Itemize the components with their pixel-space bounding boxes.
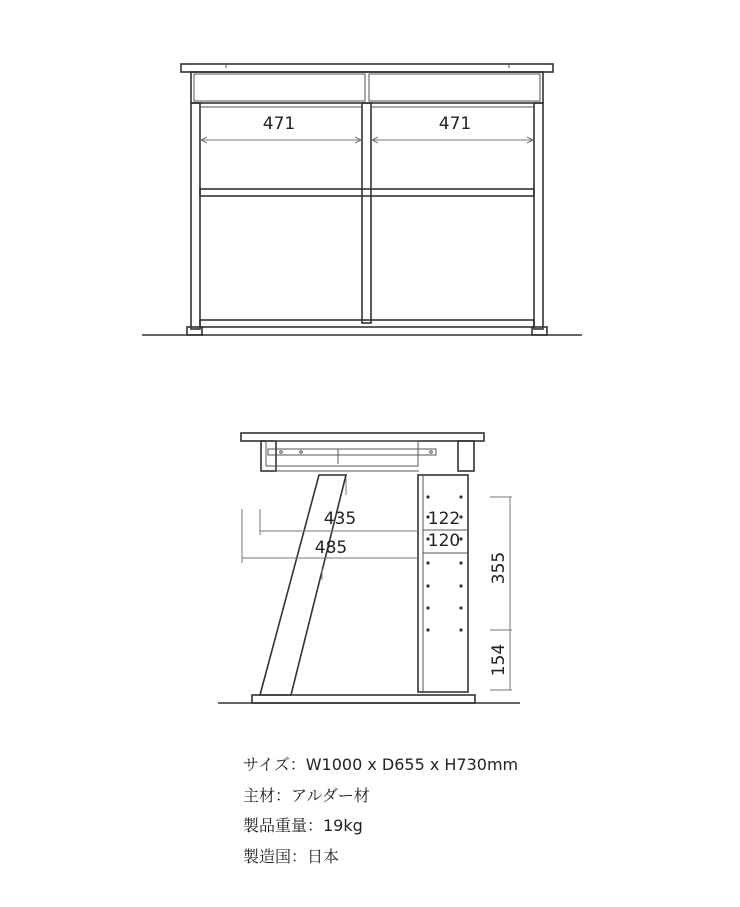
dim-label-355: 355 [489, 551, 509, 585]
dim-label-435: 435 [323, 509, 357, 529]
front-drawer-band [191, 72, 543, 103]
front-leg-right [534, 103, 543, 329]
spec-material: 主材：アルダー材 [243, 785, 370, 805]
dim-label-120: 120 [427, 531, 461, 551]
spec-list [243, 750, 518, 872]
spec-size: サイズ：W1000 x D655 x H730mm [243, 755, 519, 774]
front-drawer-right [369, 74, 540, 101]
dim-label-471-right: 471 [438, 114, 472, 134]
side-top-board [241, 433, 484, 441]
front-drawer-left [194, 74, 365, 101]
side-base-runner [252, 695, 475, 703]
front-view [142, 64, 582, 335]
dim-label-154: 154 [489, 643, 509, 677]
dim-label-122: 122 [427, 509, 461, 529]
spec-origin: 製造国：日本 [243, 846, 340, 866]
side-view [218, 433, 520, 703]
front-top-board [181, 64, 553, 72]
side-front-apron [458, 441, 474, 471]
dim-label-471-left: 471 [262, 114, 296, 134]
side-drawer-body [266, 441, 418, 466]
side-diagonal-leg [260, 475, 346, 695]
side-front-leg [418, 475, 468, 692]
dim-label-485: 485 [314, 538, 348, 558]
spec-weight: 製品重量：19kg [243, 816, 363, 835]
side-slide-rail [268, 449, 436, 455]
front-center-post [362, 103, 371, 323]
front-middle-shelf [200, 189, 534, 196]
front-leg-left [191, 103, 200, 329]
